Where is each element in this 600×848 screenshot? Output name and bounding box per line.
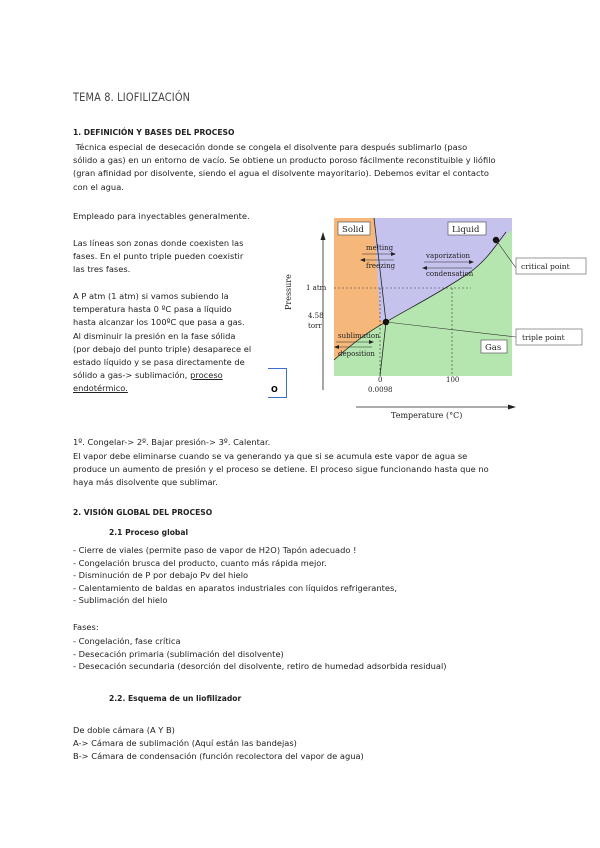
intro-line: sólido a gas) en un entorno de vacío. Se obtiene un producto poroso fácilmente reconstituible y liófilo xyxy=(73,155,496,166)
tick-0: 0 xyxy=(378,376,383,384)
list-item: - Disminución de P por debajo Pv del hielo xyxy=(73,570,249,581)
list-item: - Congelación, fase crítica xyxy=(73,636,181,646)
tick-00098: 0.0098 xyxy=(368,386,393,394)
melting-label: melting xyxy=(366,244,394,252)
pressure-line: estado líquido y se pasa directamente de xyxy=(73,357,245,368)
process-bullets xyxy=(73,544,543,607)
vapor-line: El vapor debe eliminarse cuando se va generando ya que si se acumula este vapor de agua se xyxy=(73,451,468,461)
condensation-label: condensation xyxy=(426,270,474,278)
subsection-2-2-heading: 2.2. Esquema de un liofilizador xyxy=(109,694,242,703)
phases-label: Fases: xyxy=(73,622,99,632)
list-item: - Sublimación del hielo xyxy=(73,595,168,606)
vapor-line: haya más disolvente que sublimar. xyxy=(73,477,218,488)
section-1-heading: 1. DEFINICIÓN Y BASES DEL PROCESO xyxy=(73,128,235,137)
injectables-text: Empleado para inyectables generalmente. xyxy=(73,211,250,221)
sublimation-label: sublimation xyxy=(338,332,380,340)
lines-line: Las líneas son zonas donde coexisten las xyxy=(73,238,244,248)
vapor-paragraph xyxy=(73,450,533,490)
bracket-letter: O xyxy=(271,385,278,394)
sublimation-text: sólido a gas-> sublimación, xyxy=(73,370,191,381)
pressure-line xyxy=(73,382,268,395)
chamber-line: De doble cámara (A Y B) xyxy=(73,725,175,735)
list-item: - Congelación brusca del producto, cuanto más rápida mejor. xyxy=(73,557,327,568)
pressure-line: A P atm (1 atm) si vamos subiendo la xyxy=(73,291,229,301)
intro-paragraph xyxy=(73,141,533,194)
deposition-label: deposition xyxy=(338,350,375,358)
underlined-proceso: proceso xyxy=(190,370,223,381)
freezing-label: freezing xyxy=(366,262,396,270)
y-axis-label: Pressure xyxy=(284,274,293,310)
pressure-line xyxy=(73,369,268,382)
steps-text: 1º. Congelar-> 2º. Bajar presión-> 3º. Calentar. xyxy=(73,437,271,447)
lines-line: las tres fases. xyxy=(73,264,131,275)
x-axis-arrow xyxy=(508,405,516,410)
vaporization-label: vaporization xyxy=(426,252,471,260)
tick-458: 4.58 xyxy=(308,312,324,320)
pressure-line: hasta alcanzar los 100ºC que pasa a gas. xyxy=(73,317,245,328)
lines-line: fases. En el punto triple pueden coexistir xyxy=(73,251,244,262)
solid-label: Solid xyxy=(342,225,364,235)
chamber-line: B-> Cámara de condensación (función recolectora del vapor de agua) xyxy=(73,751,364,762)
phases-list xyxy=(73,635,553,673)
section-2-heading: 2. VISIÓN GLOBAL DEL PROCESO xyxy=(73,508,213,517)
intro-line: Técnica especial de desecación donde se congela el disolvente para después sublimarlo (paso xyxy=(73,142,468,152)
chamber-paragraph xyxy=(73,724,533,764)
pressure-paragraph xyxy=(73,290,268,396)
chamber-line: A-> Cámara de sublimación (Aquí están las bandejas) xyxy=(73,738,297,749)
list-item: - Cierre de viales (permite paso de vapor de H2O) Tapón adecuado ! xyxy=(73,545,357,555)
tick-100: 100 xyxy=(446,376,460,384)
vapor-line: produce un aumento de presión y el proceso se detiene. El proceso sigue funcionando hasta que no xyxy=(73,464,489,475)
gas-label: Gas xyxy=(485,343,502,353)
liquid-label: Liquid xyxy=(452,225,480,235)
triple-point-label: triple point xyxy=(522,333,565,342)
pressure-line: temperatura hasta 0 ºC pasa a líquido xyxy=(73,304,232,315)
pressure-line: (por debajo del punto triple) desaparece el xyxy=(73,343,252,354)
intro-line: con el agua. xyxy=(73,181,124,192)
lines-paragraph xyxy=(73,237,268,277)
phase-diagram xyxy=(276,210,596,425)
list-item: - Desecación primaria (sublimación del disolvente) xyxy=(73,648,284,659)
page-title: TEMA 8. LIOFILIZACIÓN xyxy=(73,90,191,104)
y-axis-arrow xyxy=(321,232,326,240)
intro-line: (gran afinidad por disolvente, siendo el agua el disolvente mayoritario). Debemos evitar el contacto xyxy=(73,168,489,179)
tick-torr: torr xyxy=(308,322,322,330)
subsection-2-1-heading: 2.1 Proceso global xyxy=(109,528,189,537)
critical-point-label: critical point xyxy=(521,262,570,271)
list-item: - Desecación secundaria (desorción del disolvente, retiro de humedad adsorbida residual) xyxy=(73,661,447,672)
list-item: - Calentamiento de baldas en aparatos industriales con líquidos refrigerantes, xyxy=(73,582,397,593)
pressure-line: Al disminuir la presión en la fase sólida xyxy=(73,330,236,341)
tick-1atm: 1 atm xyxy=(306,284,327,292)
underlined-endotermico: endotérmico. xyxy=(73,383,128,394)
x-axis-label: Temperature (°C) xyxy=(391,411,463,420)
